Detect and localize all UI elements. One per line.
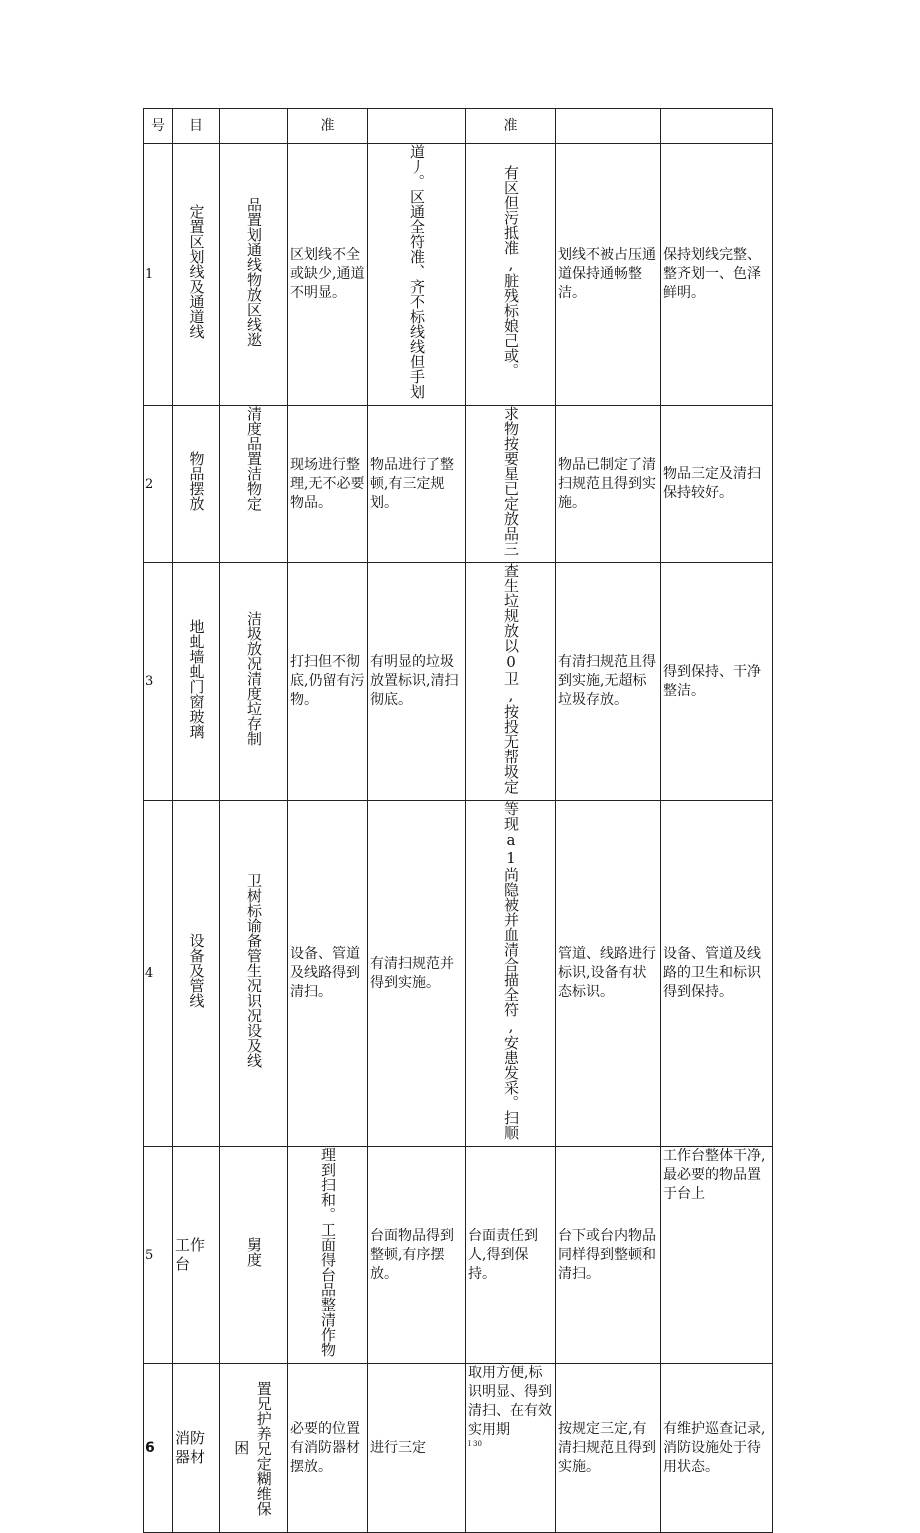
header-cell (368, 109, 466, 144)
criteria-cell: 品置划通线物放区线逖 (220, 144, 288, 406)
level-cell: 有清扫规范且得到实施,无超标垃圾存放。 (556, 563, 661, 801)
table-row (144, 1147, 773, 1364)
row-number: 3 (144, 563, 173, 801)
level-cell: 得到保持、干净整洁。 (661, 563, 773, 801)
criteria-cell (220, 1364, 288, 1533)
header-row (144, 109, 773, 144)
level-cell: 必要的位置有消防器材摆放。 (288, 1364, 368, 1533)
level-cell: 工作台整体干净,最必要的物品置于台上 (661, 1147, 773, 1364)
level-cell: 设备、管道及线路的卫生和标识得到保持。 (661, 801, 773, 1147)
level-text: 取用方便,标识明显、得到清扫、在有效实用期 (468, 1365, 552, 1438)
table-row (144, 563, 773, 801)
criteria-cell: 卫树标谕备管生况识况设及线 (220, 801, 288, 1147)
level-cell: 物品进行了整顿,有三定规划。 (368, 406, 466, 563)
level-cell: 有区但污抵准,脏残标娘己或。 (466, 144, 556, 406)
item-cell: 地虬墙虬门窗玻璃 (173, 563, 220, 801)
level-cell: 查生垃规放以0卫,按投无帮圾定 (466, 563, 556, 801)
table-row (144, 144, 773, 406)
level-cell: 物品已制定了清扫规范且得到实施。 (556, 406, 661, 563)
level-cell: 等现a1尚隐被并血清合描全符,安患发采。扫顺 (466, 801, 556, 1147)
criteria-cell: 舅度 (220, 1147, 288, 1364)
table-row (144, 801, 773, 1147)
row-number: 2 (144, 406, 173, 563)
header-cell: 目 (173, 109, 220, 144)
level-cell: 有清扫规范并得到实施。 (368, 801, 466, 1147)
level-cell: 台面物品得到整顿,有序摆放。 (368, 1147, 466, 1364)
level-cell: 按规定三定,有清扫规范且得到实施。 (556, 1364, 661, 1533)
level-cell (466, 1364, 556, 1533)
criteria-cell: 洁圾放况清度垃存制 (220, 563, 288, 801)
level-cell: 道丿。区通全符准、齐不标线线但手划 (368, 144, 466, 406)
row-number: 4 (144, 801, 173, 1147)
level-cell: 打扫但不彻底,仍留有污物。 (288, 563, 368, 801)
level-cell: 有明显的垃圾放置标识,清扫彻底。 (368, 563, 466, 801)
level-cell: 划线不被占压通道保持通畅整洁。 (556, 144, 661, 406)
level-cell: 物品三定及清扫保持较好。 (661, 406, 773, 563)
header-cell: 准 (466, 109, 556, 144)
header-cell: 号 (144, 109, 173, 144)
header-cell (556, 109, 661, 144)
level-cell: 台面责任到人,得到保持。 (466, 1147, 556, 1364)
criteria-cell: 清度品置洁物定 (220, 406, 288, 563)
level-cell: 设备、管道及线路得到清扫。 (288, 801, 368, 1147)
level-cell: 台下或台内物品同样得到整顿和清扫。 (556, 1147, 661, 1364)
item-cell: 消防器材 (173, 1364, 220, 1533)
footnote-mark: I 30 (468, 1440, 482, 1448)
level-cell: 保持划线完整、整齐划一、色泽鲜明。 (661, 144, 773, 406)
level-cell: 进行三定 (368, 1364, 466, 1533)
header-cell: 准 (288, 109, 368, 144)
level-cell: 现场进行整理,无不必要物品。 (288, 406, 368, 563)
criteria-vertical-text: 置兄护养兄定糊维保 (254, 1380, 273, 1516)
level-cell: 管道、线路进行标识,设备有状态标识。 (556, 801, 661, 1147)
row-number: 1 (144, 144, 173, 406)
header-cell (220, 109, 288, 144)
item-cell: 定置区划线及通道线 (173, 144, 220, 406)
level-cell: 求物按要星已定放品三 (466, 406, 556, 563)
table-row (144, 406, 773, 563)
inspection-table (143, 108, 773, 1533)
level-cell: 理到扫和。工面得台品整清作物 (288, 1147, 368, 1364)
level-cell: 有维护巡查记录,消防设施处于待用状态。 (661, 1364, 773, 1533)
item-cell: 物品摆放 (173, 406, 220, 563)
criteria-label: 困 (234, 1438, 250, 1457)
level-cell: 区划线不全或缺少,通道不明显。 (288, 144, 368, 406)
header-cell (661, 109, 773, 144)
row-number: 5 (144, 1147, 173, 1364)
table-row (144, 1364, 773, 1533)
item-cell: 工作台 (173, 1147, 220, 1364)
row-number: 6 (144, 1364, 173, 1533)
item-cell: 设备及管线 (173, 801, 220, 1147)
